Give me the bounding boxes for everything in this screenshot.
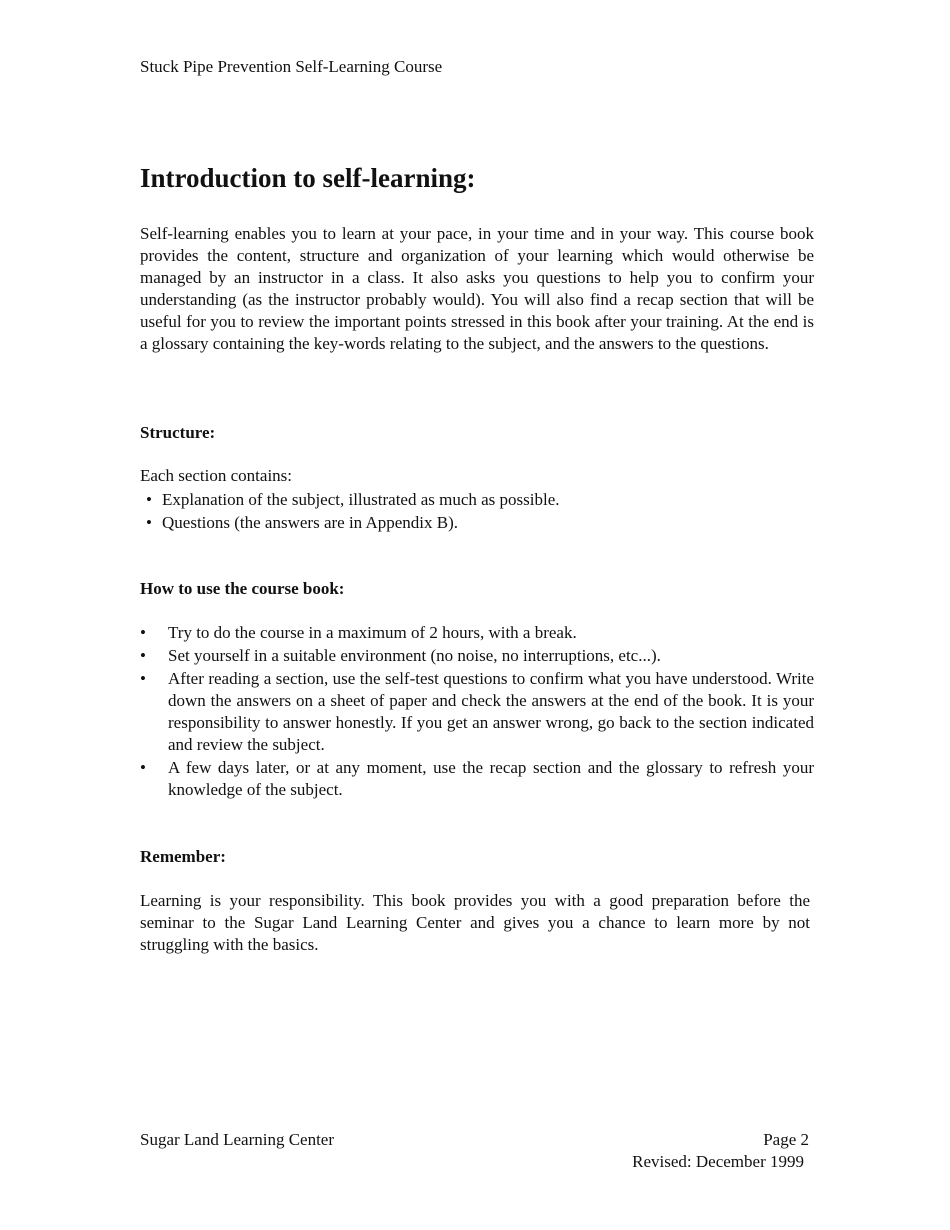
list-item-text: Explanation of the subject, illustrated as much as possible.: [162, 490, 560, 509]
list-item-text: Questions (the answers are in Appendix B).: [162, 513, 459, 532]
how-to-use-list: [140, 622, 814, 802]
list-item: [140, 622, 814, 644]
list-item-text: Set yourself in a suitable environment (no noise, no interruptions, etc...).: [168, 646, 661, 665]
structure-lead: Each section contains:: [140, 466, 293, 485]
remember-paragraph: Learning is your responsibility. This book provides you with a good preparation before the seminar to the Sugar Land Learning Center and gives you a chance to learn more by not struggling with the basics.: [140, 891, 810, 954]
list-item: [140, 511, 814, 534]
running-header: Stuck Pipe Prevention Self-Learning Course: [140, 57, 443, 76]
bullet-icon: •: [146, 490, 152, 509]
list-item-text: Try to do the course in a maximum of 2 hours, with a break.: [168, 623, 577, 642]
bullet-icon: •: [146, 513, 152, 532]
remember-heading: Remember:: [140, 847, 226, 866]
list-item: [140, 668, 814, 756]
list-item-text: A few days later, or at any moment, use the recap section and the glossary to refresh your knowledge of the subject.: [168, 758, 814, 799]
list-item: [140, 757, 814, 801]
structure-list: [140, 488, 814, 534]
bullet-icon: •: [140, 623, 146, 642]
how-to-use-heading: How to use the course book:: [140, 579, 345, 598]
bullet-icon: •: [140, 646, 146, 665]
page-title: Introduction to self-learning:: [140, 163, 476, 193]
bullet-icon: •: [140, 669, 146, 688]
intro-paragraph: Self-learning enables you to learn at your pace, in your time and in your way. This course book provides the content, structure and organization of your learning which would otherwise be managed by an instructor in a class. It also asks you questions to help you to confirm your understanding (as the instructor probably would). You will also find a recap section that will be useful for you to review the important points stressed in this book after your training. At the end is a glossary containing the key-words relating to the subject, and the answers to the questions.: [140, 224, 814, 353]
bullet-icon: •: [140, 758, 146, 777]
list-item-text: After reading a section, use the self-test questions to confirm what you have understood. Write down the answers on a sheet of paper and check the answers at the end of the book. It is your responsibility to answer honestly. If you get an answer wrong, go back to the section indicated and review the subject.: [168, 669, 814, 754]
list-item: [140, 488, 814, 511]
page-number: Page 2: [763, 1130, 809, 1149]
list-item: [140, 645, 814, 667]
footer-organization: Sugar Land Learning Center: [140, 1130, 335, 1149]
revision-date: Revised: December 1999: [632, 1152, 804, 1171]
structure-heading: Structure:: [140, 423, 216, 442]
